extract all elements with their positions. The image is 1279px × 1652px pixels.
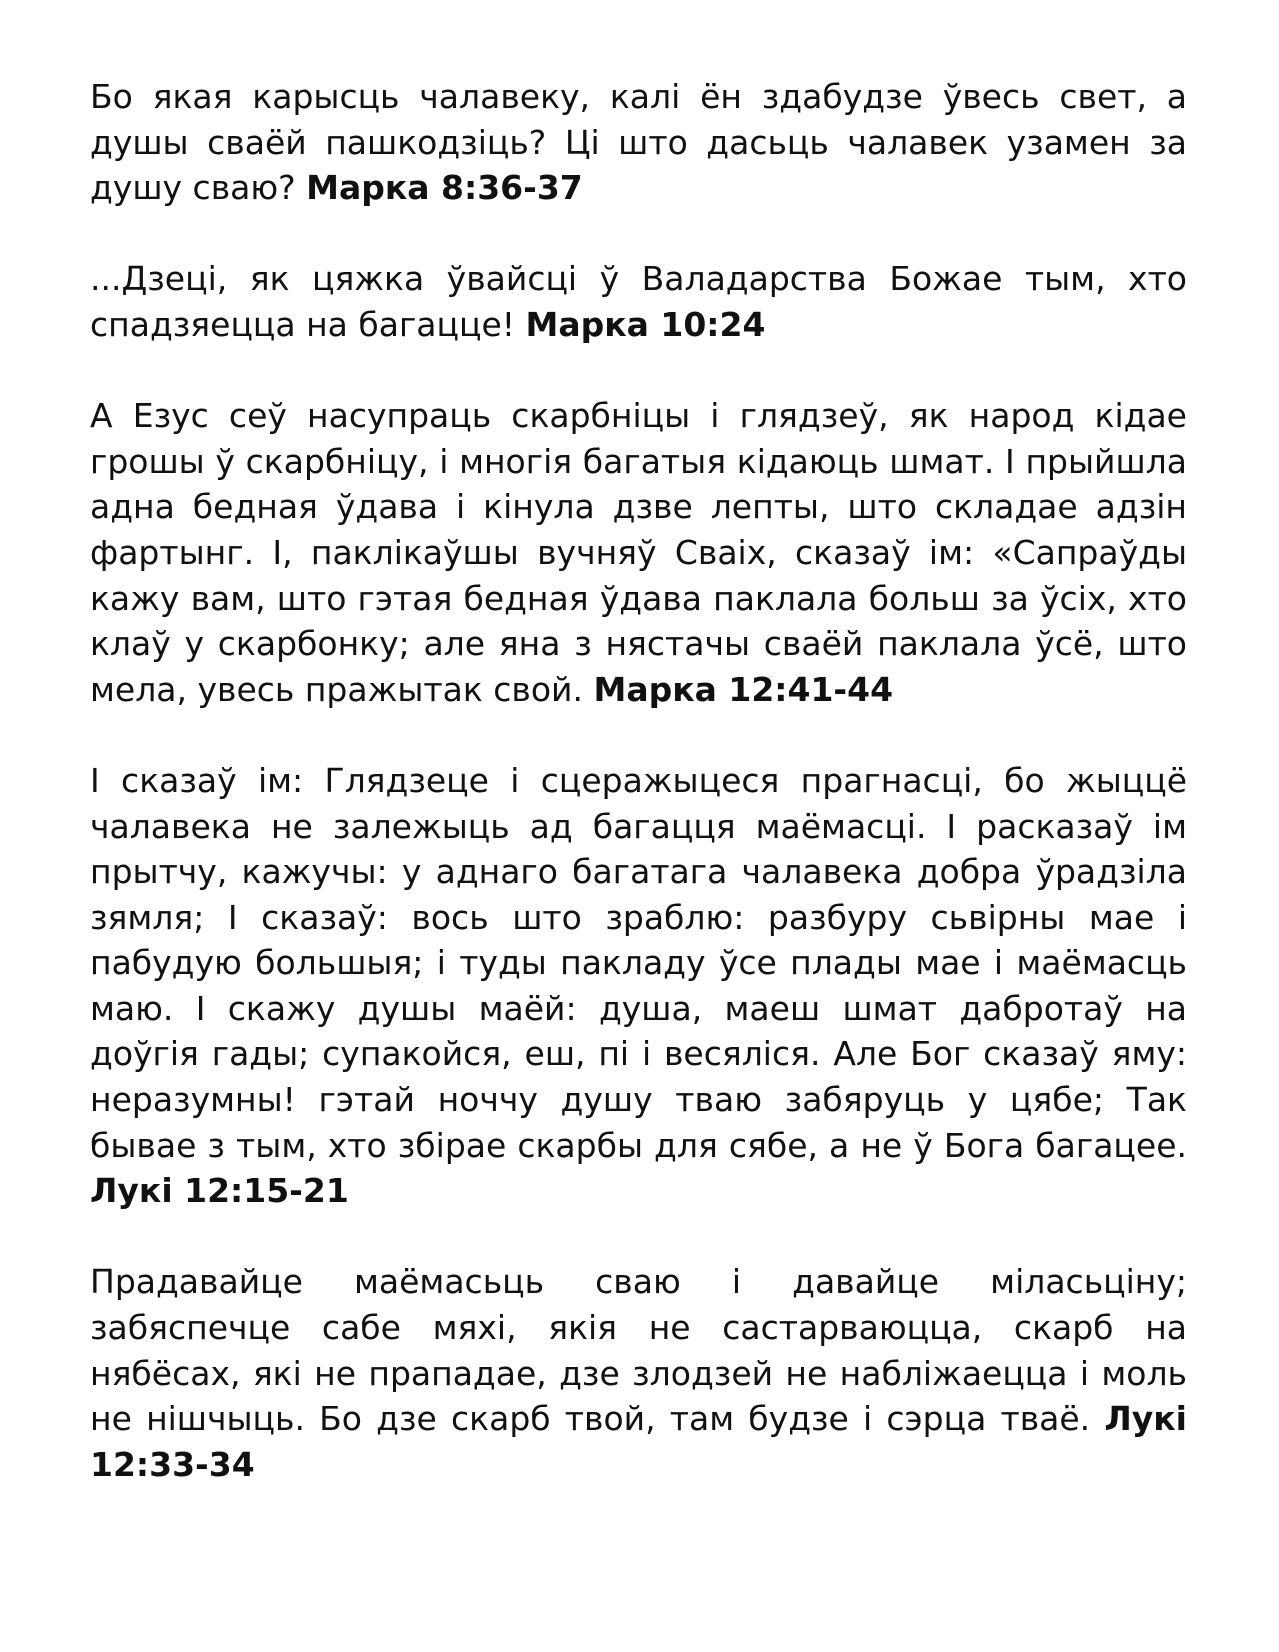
passage-text: А Езус сеў насупраць скарбніцы і глядзеў, як народ кідае грошы ў скарбніцу, і многія багатыя кідаюць шмат. І прыйшла адна бедная ўдава і кінула дзве лепты, што складае адзін фартынг. І, паклікаўшы вучняў Сваіх, сказаў ім: «Сапраўды кажу вам, што гэтая бедная ўдава паклала больш за ўсіх, хто клаў у скарбонку; але яна з нястачы сваёй паклала ўсё, што мела, увесь пражытак свой.	[90, 396, 1187, 709]
passage	[90, 393, 1187, 712]
scripture-reference: Марка 10:24	[525, 304, 766, 344]
passage	[90, 74, 1187, 211]
passage	[90, 758, 1187, 1214]
passage-text: І сказаў ім: Глядзеце і сцеражыцеся прагнасці, бо жыццё чалавека не залежыць ад багацця маёмасці. І расказаў ім прытчу, кажучы: у аднаго багатага чалавека добра ўрадзіла зямля; І сказаў: вось што зраблю: разбуру сьвірны мае і пабудую большыя; і туды пакладу ўсе плады мае і маёмасць маю. І скажу душы маёй: душа, маеш шмат дабротаў на доўгія гады; супакойся, еш, пі і весяліся. Але Бог сказаў яму: неразумны! гэтай ноччу душу тваю забяруць у цябе; Так бывае з тым, хто збірае скарбы для сябе, а не ў Бога багацее.	[90, 760, 1187, 1165]
passage-text: ...Дзеці, як цяжка ўвайсці ў Валадарства Божае тым, хто спадзяецца на багацце!	[90, 259, 1187, 344]
scripture-reference: Лукі 12:33-34	[90, 1399, 1187, 1484]
passage-text: Бо якая карысць чалавеку, калі ён здабудзе ўвесь свет, а душы сваёй пашкодзіць? Ці што дасьць чалавек узамен за душу сваю?	[90, 77, 1187, 208]
scripture-reference: Марка 8:36-37	[306, 168, 583, 208]
passage	[90, 1259, 1187, 1487]
passage	[90, 256, 1187, 347]
scripture-reference: Лукі 12:15-21	[90, 1171, 349, 1211]
passage-text: Прадавайце маёмасьць сваю і давайце міласьціну; забяспечце сабе мяхі, якія не састарваюцца, скарб на нябёсах, які не прападае, дзе злодзей не набліжаецца і моль не нішчыць. Бо дзе скарб твой, там будзе і сэрца тваё.	[90, 1262, 1187, 1439]
scripture-reference: Марка 12:41-44	[593, 669, 894, 709]
document-page	[90, 74, 1187, 1487]
